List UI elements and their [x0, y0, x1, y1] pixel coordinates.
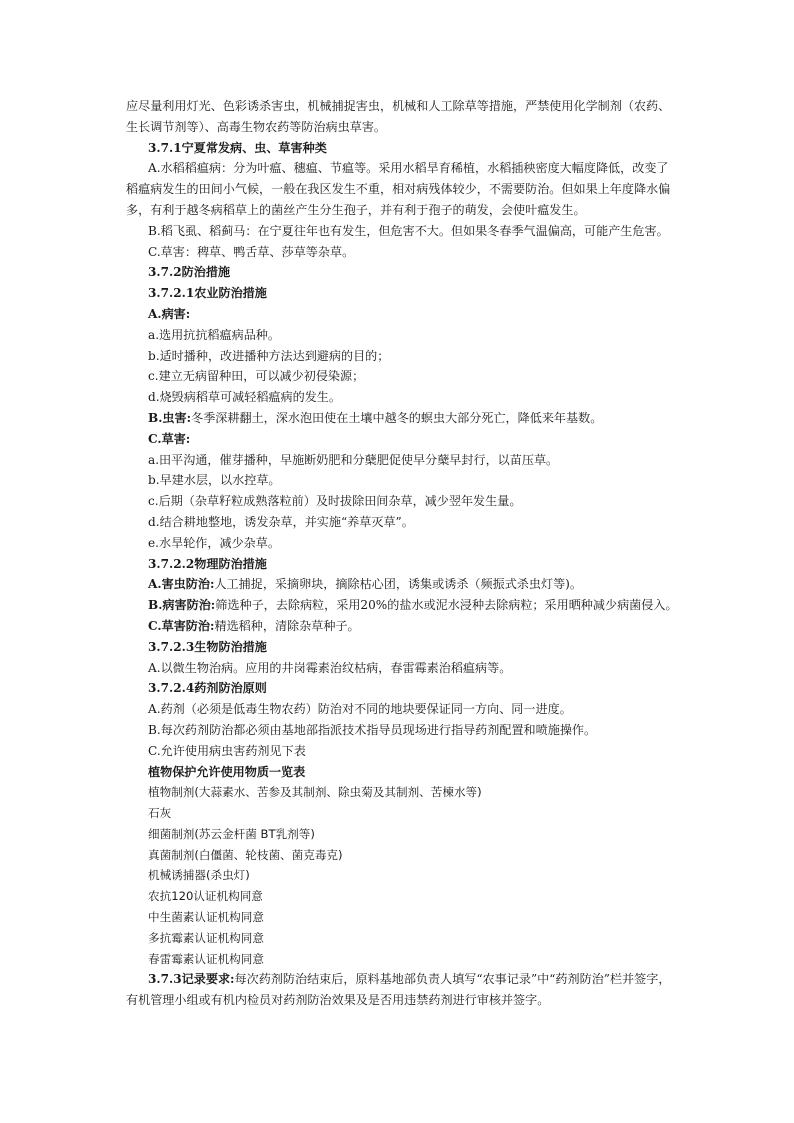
- paragraph-line: 应尽量利用灯光、色彩诱杀害虫，机械捕捉害虫，机械和人工除草等措施，严禁使用化学制剂（农药、: [126, 99, 671, 113]
- list-item: d.烧毁病稻草可减轻稻瘟病的发生。: [148, 390, 341, 405]
- table-row: 机械诱捕器(杀虫灯): [148, 868, 250, 883]
- inline-text: 人工捕捉，采摘卵块，摘除枯心团，诱集或诱杀（频振式杀虫灯等)。: [214, 577, 582, 592]
- section-heading: 3.7.2.3生物防治措施: [148, 639, 267, 654]
- list-item: a.田平沟通，催芽播种，早施断奶肥和分蘖肥促使早分蘖早封行，以苗压草。: [148, 452, 559, 467]
- list-item: c.后期（杂草籽粒成熟落粒前）及时拔除田间杂草，减少翌年发生量。: [148, 494, 522, 509]
- list-item: b.适时播种，改进播种方法达到避病的目的；: [148, 348, 390, 363]
- table-row: 春雷霉素认证机构同意: [148, 951, 264, 966]
- paragraph-line: 有机管理小组或有机内检员对药剂防治效果及是否用违禁药剂进行审核并签字。: [126, 993, 550, 1008]
- table-row: 石灰: [148, 806, 172, 821]
- section-heading: 3.7.2.4药剂防治原则: [148, 681, 267, 696]
- paragraph-line: 多，有利于越冬病稻草上的菌丝产生分生孢子，并有利于孢子的萌发，会使叶瘟发生。: [126, 202, 586, 217]
- subsection-heading: C.草害:: [148, 431, 191, 446]
- section-heading: 3.7.2.1农业防治措施: [148, 286, 267, 301]
- inline-text: 筛选种子，去除病粒，采用20%的盐水或泥水浸种去除病粒；采用晒种减少病菌侵入。: [215, 598, 678, 613]
- document-body: [126, 96, 678, 1011]
- section-heading: 3.7.2防治措施: [148, 265, 231, 280]
- table-row: 中生菌素认证机构同意: [148, 910, 264, 925]
- list-item: b.早建水层，以水控草。: [148, 473, 281, 488]
- table-row: 农抗120认证机构同意: [148, 889, 263, 904]
- subsection-heading: A.病害:: [148, 306, 191, 321]
- paragraph-line: [126, 408, 671, 429]
- inline-text: 冬季深耕翻土，深水泡田使在土壤中越冬的螟虫大部分死亡，降低来年基数。: [191, 410, 603, 425]
- paragraph-line: B.稻飞虱、稻蓟马：在宁夏往年也有发生，但危害不大。但如果冬春季气温偏高，可能产生危害。: [148, 223, 669, 238]
- table-row: 多抗霉素认证机构同意: [148, 930, 264, 945]
- paragraph-line: 稻瘟病发生的田间小气候，一般在我区发生不重，相对病残体较少，不需要防治。但如果上年度降水偏: [126, 182, 671, 197]
- inline-label: C.草害防治:: [148, 618, 215, 633]
- paragraph-line: C.草害：稗草、鸭舌草、莎草等杂草。: [148, 244, 355, 259]
- inline-label: A.害虫防治:: [148, 577, 215, 592]
- table-row: 真菌制剂(白僵菌、轮枝菌、菌克毒克): [148, 847, 343, 862]
- inline-label: B.虫害:: [148, 410, 192, 425]
- paragraph-line: C.允许使用病虫害药剂见下表: [148, 743, 306, 758]
- table-row: 植物制剂(大蒜素水、苦参及其制剂、除虫菊及其制剂、苦楝水等): [148, 785, 482, 800]
- section-heading: 3.7.2.2物理防治措施: [148, 556, 267, 571]
- inline-label: B.病害防治:: [148, 598, 216, 613]
- section-heading: 3.7.1宁夏常发病、虫、草害种类: [148, 140, 327, 155]
- paragraph-line: 生长调节剂等）、高毒生物农药等防治病虫草害。: [126, 119, 387, 134]
- inline-text: 精选稻种，清除杂草种子。: [214, 618, 360, 633]
- paragraph-line: [126, 616, 671, 637]
- paragraph-line: [126, 574, 671, 595]
- list-item: e.水旱轮作，减少杂草。: [148, 535, 280, 550]
- table-row: 细菌制剂(苏云金杆菌 BT乳剂等): [148, 826, 315, 841]
- table-title: 植物保护允许使用物质一览表: [148, 764, 306, 779]
- paragraph-line: [126, 595, 678, 616]
- paragraph-line: A.药剂（必须是低毒生物农药）防治对不同的地块要保证同一方向、同一进度。: [148, 702, 572, 717]
- list-item: d.结合耕地整地，诱发杂草，并实施“养草灭草”。: [148, 514, 414, 529]
- list-item: a.选用抗抗稻瘟病品种。: [148, 327, 280, 342]
- inline-label: 3.7.3记录要求:: [148, 972, 235, 987]
- paragraph-line: A.水稻稻瘟病：分为叶瘟、穗瘟、节瘟等。采用水稻旱育稀植，水稻插秧密度大幅度降低，改变了: [148, 161, 669, 176]
- inline-text: 每次药剂防治结束后，原料基地部负责人填写“农事记录”中“药剂防治”栏并签字，: [234, 972, 671, 987]
- list-item: c.建立无病留种田，可以减少初侵染源；: [148, 369, 365, 384]
- paragraph-line: B.每次药剂防治都必须由基地部指派技术指导员现场进行指导药剂配置和喷施操作。: [148, 722, 597, 737]
- paragraph-line: A.以微生物治病。应用的井岗霉素治纹枯病，春雷霉素治稻瘟病等。: [148, 660, 512, 675]
- paragraph-line: [126, 969, 671, 990]
